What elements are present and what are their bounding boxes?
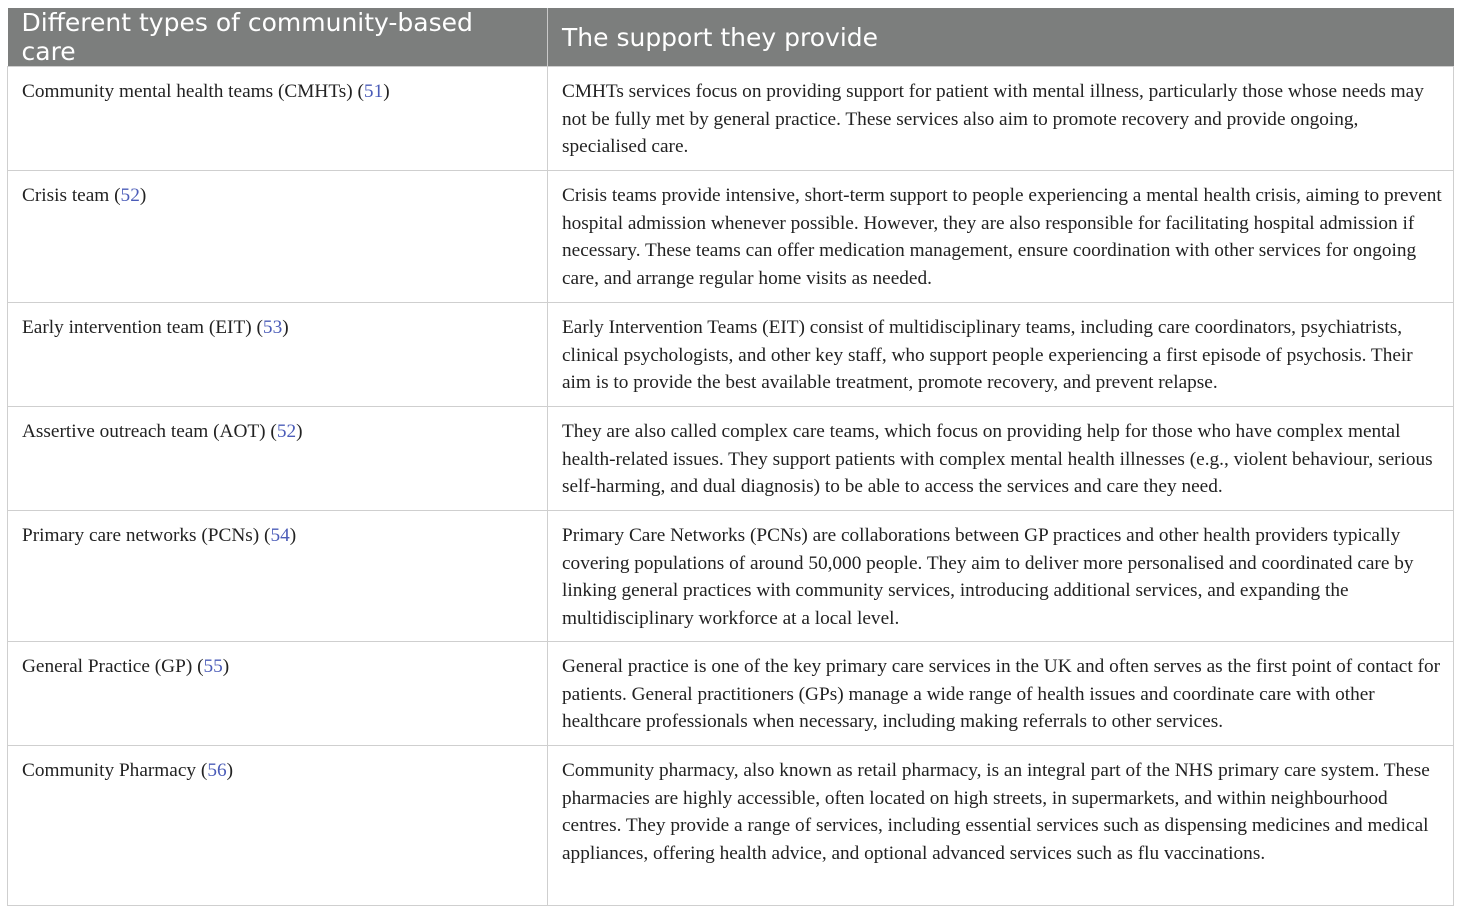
support-description: Crisis teams provide intensive, short-term support to people experiencing a mental health crisis, aiming to prevent hospital admission whenever possible. However, they are also responsible for facilitating hospital admission if necessary. These teams can offer medication management, ensure coordination with other services for ongoing care, and arrange regular home visits as needed. bbox=[548, 171, 1454, 303]
support-description: Community pharmacy, also known as retail pharmacy, is an integral part of the NHS primary care system. These pharmacies are highly accessible, often located on high streets, in supermarkets, and within neighbourhood centres. They provide a range of services, including essential services such as dispensing medicines and medical appliances, offering health advice, and optional advanced services such as flu vaccinations. bbox=[548, 746, 1454, 906]
table-header bbox=[8, 8, 1454, 67]
care-type-label: Community mental health teams (CMHTs) bbox=[22, 81, 353, 102]
care-type-cell: Community mental health teams (CMHTs) (51) bbox=[8, 67, 548, 171]
reference-link[interactable]: 55 bbox=[203, 656, 223, 677]
care-type-label: Assertive outreach team (AOT) bbox=[22, 421, 266, 442]
support-description: They are also called complex care teams, which focus on providing help for those who have complex mental health-related issues. They support patients with complex mental health illnesses (e.g., violent behaviour, serious self-harming, and dual diagnosis) to be able to access the services and care they need. bbox=[548, 407, 1454, 511]
table-row bbox=[8, 67, 1454, 171]
care-type-label: Community Pharmacy bbox=[22, 760, 197, 781]
support-description: Primary Care Networks (PCNs) are collaborations between GP practices and other health providers typically covering populations of around 50,000 people. They aim to deliver more personalised and coordinated care by linking general practices with community services, introducing additional services, and expanding the multidisciplinary workforce at a local level. bbox=[548, 511, 1454, 642]
care-type-cell: Crisis team (52) bbox=[8, 171, 548, 303]
table-body bbox=[8, 67, 1454, 906]
reference-link[interactable]: 51 bbox=[363, 81, 384, 102]
care-type-label: Early intervention team (EIT) bbox=[22, 317, 252, 338]
table-row bbox=[8, 511, 1454, 642]
care-types-table-container bbox=[7, 8, 1453, 906]
care-type-label: Crisis team bbox=[22, 185, 110, 206]
care-type-cell: Community Pharmacy (56) bbox=[8, 746, 548, 906]
care-type-cell: Assertive outreach team (AOT) (52) bbox=[8, 407, 548, 511]
reference-link[interactable]: 52 bbox=[276, 421, 297, 442]
reference-link[interactable]: 52 bbox=[120, 185, 140, 206]
column-header-care-type: Different types of community-based care bbox=[8, 8, 548, 67]
care-type-cell: Early intervention team (EIT) (53) bbox=[8, 303, 548, 407]
care-types-table bbox=[7, 8, 1454, 906]
column-header-support: The support they provide bbox=[548, 8, 1454, 67]
reference-link[interactable]: 54 bbox=[270, 525, 290, 546]
table-row bbox=[8, 171, 1454, 303]
care-type-cell: General Practice (GP) (55) bbox=[8, 642, 548, 746]
reference-link[interactable]: 53 bbox=[262, 317, 283, 338]
support-description: General practice is one of the key primary care services in the UK and often serves as the first point of contact for patients. General practitioners (GPs) manage a wide range of health issues and coordinate care with other healthcare professionals when necessary, including making referrals to other services. bbox=[548, 642, 1454, 746]
support-description: Early Intervention Teams (EIT) consist of multidisciplinary teams, including care coordinators, psychiatrists, clinical psychologists, and other key staff, who support people experiencing a first episode of psychosis. Their aim is to provide the best available treatment, promote recovery, and prevent relapse. bbox=[548, 303, 1454, 407]
table-row bbox=[8, 746, 1454, 906]
support-description: CMHTs services focus on providing support for patient with mental illness, particularly those whose needs may not be fully met by general practice. These services also aim to promote recovery and provide ongoing, specialised care. bbox=[548, 67, 1454, 171]
table-row bbox=[8, 303, 1454, 407]
header-row bbox=[8, 8, 1454, 67]
table-row bbox=[8, 642, 1454, 746]
care-type-cell: Primary care networks (PCNs) (54) bbox=[8, 511, 548, 642]
table-row bbox=[8, 407, 1454, 511]
reference-link[interactable]: 56 bbox=[207, 760, 227, 781]
care-type-label: Primary care networks (PCNs) bbox=[22, 525, 260, 546]
care-type-label: General Practice (GP) bbox=[22, 656, 193, 677]
